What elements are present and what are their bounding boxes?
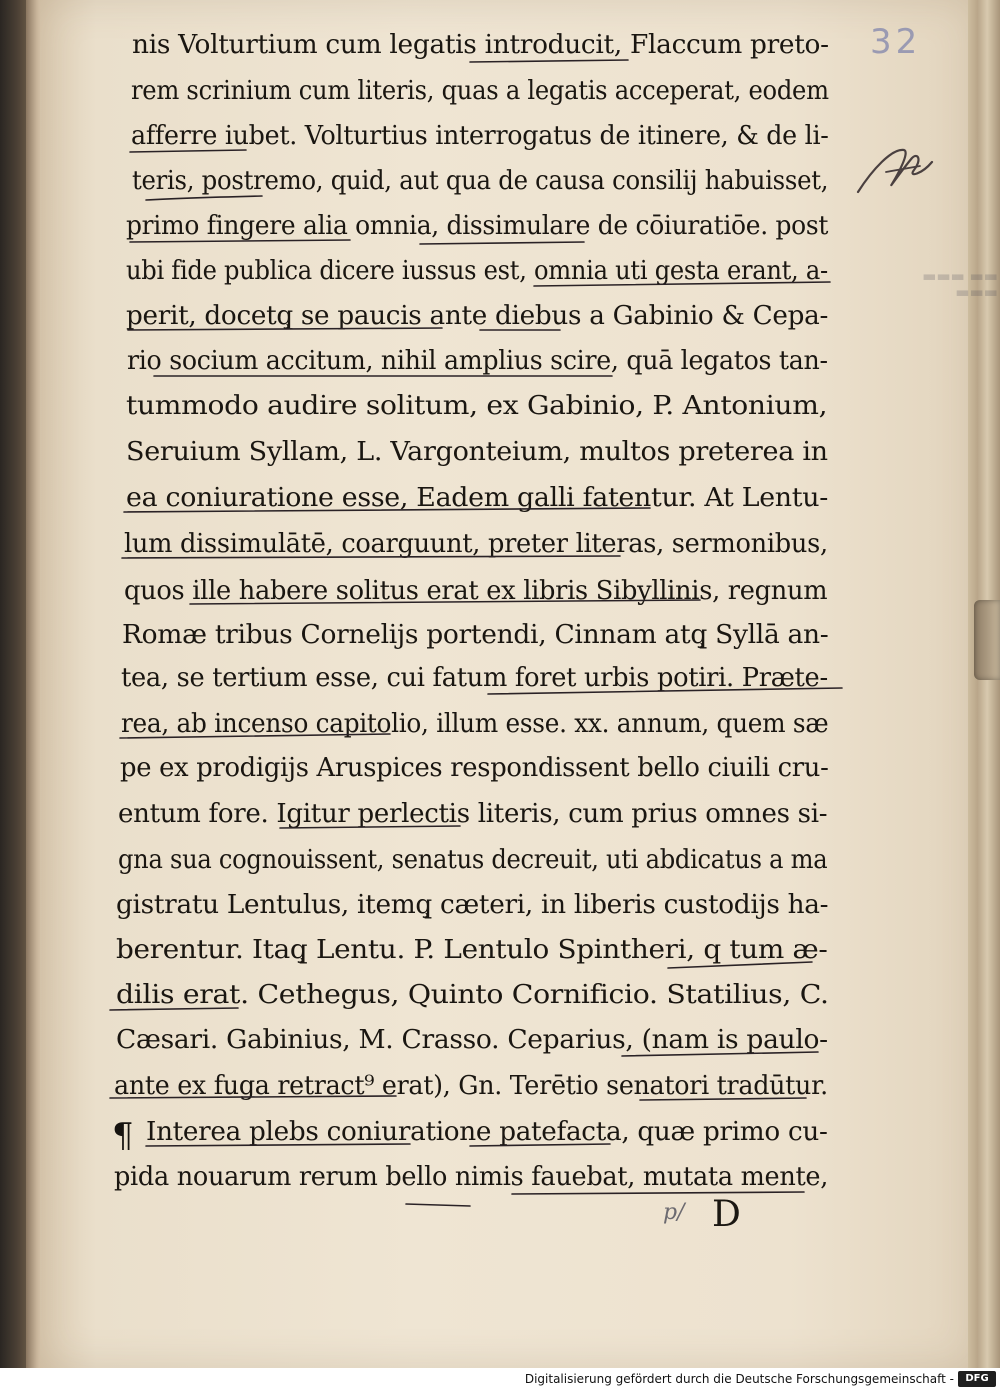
marginal-note: p/ xyxy=(663,1200,685,1225)
funding-credit: Digitalisierung gefördert durch die Deutsche Forschungsgemeinschaft - xyxy=(524,1372,954,1386)
text-line: ubi fide publica dicere iussus est, omnia uti gesta erant, a- xyxy=(126,256,828,286)
signature-mark: D xyxy=(712,1194,741,1235)
text-line: ea coniuratione esse, Eadem galli fatentur. At Lentu- xyxy=(126,483,828,513)
text-line: Romæ tribus Cornelijs portendi, Cinnam atq̧ Syllā an- xyxy=(122,620,829,650)
pilcrow-mark: ¶ xyxy=(112,1116,134,1156)
text-line: entum fore. Igitur perlectis literis, cum prius omnes si- xyxy=(118,799,828,829)
bleed-through: ▬▬ ▬▬▬ ▬▬▬ xyxy=(922,267,998,301)
dfg-logo-icon: DFG xyxy=(958,1371,996,1387)
text-line: rea, ab incenso capitolio, illum esse. xx. annum, quem sæ xyxy=(121,709,829,739)
footer-bar xyxy=(0,1368,1000,1392)
text-line: pe ex prodigijs Aruspices respondissent bello ciuili cru- xyxy=(120,753,829,783)
text-line: primo fingere alia omnia, dissimulare de cōiuratiōe. post xyxy=(126,211,829,241)
text-line: dilis erat. Cethegus, Quinto Cornificio. Statilius, C. xyxy=(116,980,829,1010)
text-line: rem scrinium cum literis, quas a legatis acceperat, eodem xyxy=(131,76,829,106)
text-line: Interea plebs coniuratione patefacta, quæ primo cu- xyxy=(146,1117,828,1147)
text-line: Seruium Syllam, L. Vargonteium, multos preterea in xyxy=(126,437,828,467)
text-line: afferre iubet. Volturtius interrogatus de itinere, & de li- xyxy=(131,121,829,151)
text-line: gna sua cognouissent, senatus decreuit, uti abdicatus a ma xyxy=(118,845,828,875)
text-line: rio socium accitum, nihil amplius scire, quā legatos tan- xyxy=(127,346,828,376)
text-line: pida nouarum rerum bello nimis fauebat, mutata mente, xyxy=(114,1162,829,1192)
text-line: nis Volturtium cum legatis introducit, Flaccum preto- xyxy=(132,30,829,60)
text-line: quos ille habere solitus erat ex libris Sibyllinis, regnum xyxy=(124,576,828,606)
text-line: ante ex fuga retract⁹ erat), Gn. Terētio senatori tradūtur. xyxy=(114,1071,828,1101)
text-line: berentur. Itaq̧ Lentu. P. Lentulo Spintheri, q tum æ- xyxy=(116,935,828,965)
handwritten-folio-number: 32 xyxy=(870,22,922,62)
text-line: gistratu Lentulus, itemq̧ cæteri, in liberis custodijs ha- xyxy=(116,890,829,920)
text-line: tea, se tertium esse, cui fatum foret urbis potiri. Præte- xyxy=(121,663,828,693)
text-line: tummodo audire solitum, ex Gabinio, P. Antonium, xyxy=(126,391,828,421)
text-line: perit, docetq̧ se paucis ante diebus a Gabinio & Cepa- xyxy=(126,301,829,331)
text-line: teris, postremo, quid, aut qua de causa consilij habuisset, xyxy=(132,166,829,196)
text-line: lum dissimulātē, coarguunt, preter literas, sermonibus, xyxy=(124,529,828,559)
text-line: Cæsari. Gabinius, M. Crasso. Ceparius, (nam is paulo- xyxy=(116,1025,828,1055)
